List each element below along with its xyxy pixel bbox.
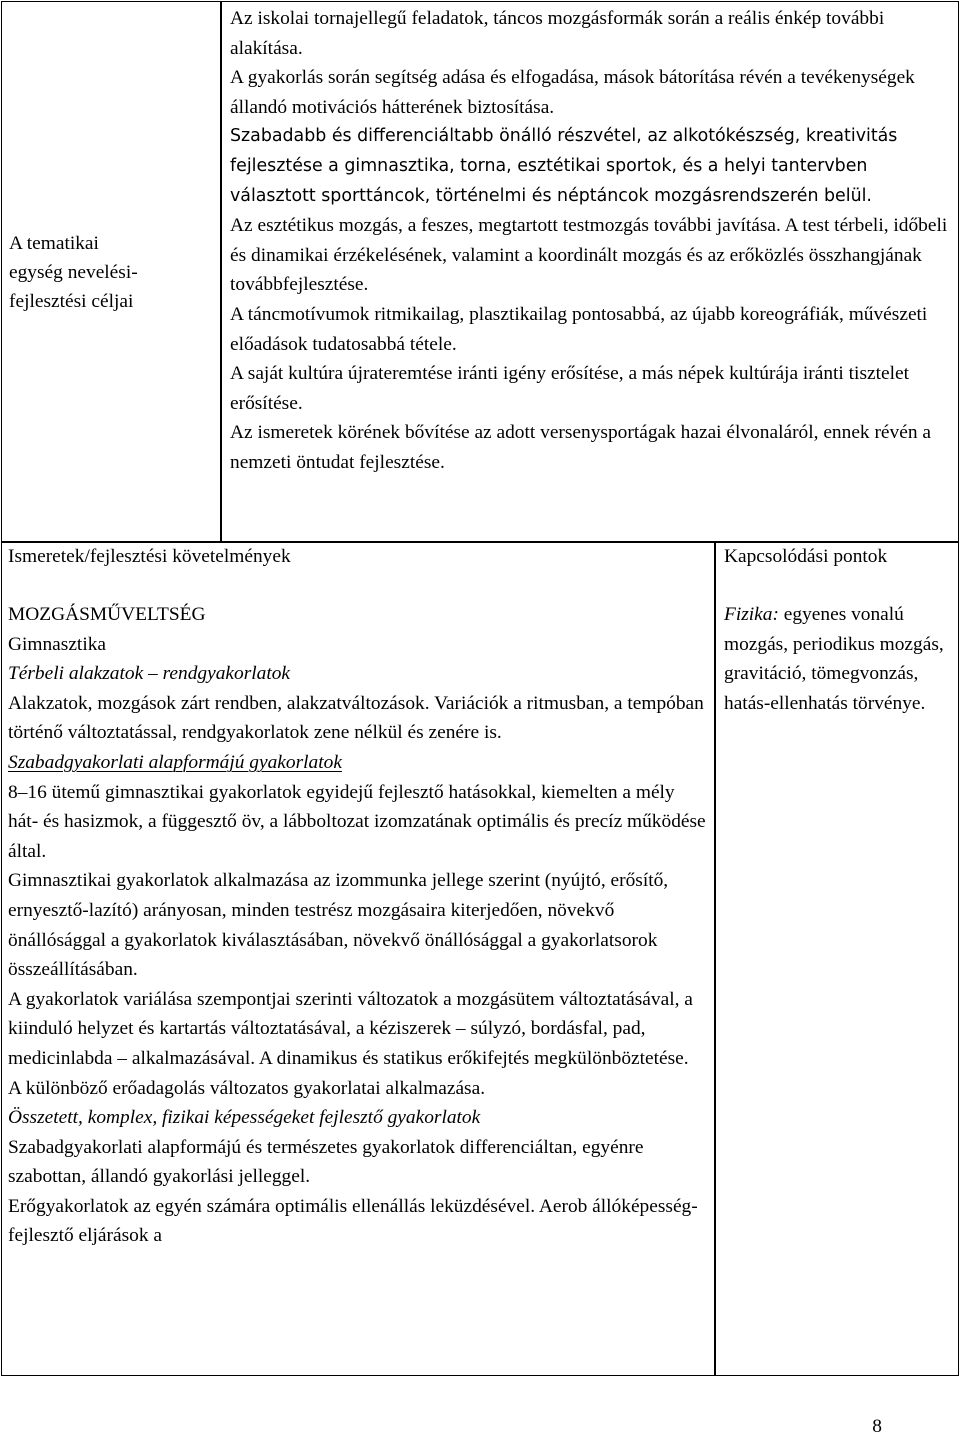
goals-label-line: A tematikai	[9, 232, 99, 254]
goals-label-line: egység nevelési-	[9, 261, 138, 283]
goals-label-line: fejlesztési céljai	[9, 290, 134, 312]
requirement-paragraph: Alakzatok, mozgások zárt rendben, alakzatváltozások. Variációk a ritmusban, a tempóban történő változtatással, rendgyakorlatok zene nélkül és zenére is.	[8, 692, 704, 744]
requirement-paragraph: A gyakorlatok variálása szempontjai szerinti változatok a mozgásütem változtatásával, a kiinduló helyzet és kartartás változtatásával, a kéziszerek – súlyzó, bordásfal, pad, medicinlabda – alkalmazásával. A dinamikus és statikus erőkifejtés megkülönböztetése.	[8, 988, 693, 1069]
links-header: Kapcsolódási pontok	[724, 546, 888, 567]
links-body-cell	[715, 600, 960, 1375]
requirement-paragraph: Szabadgyakorlati alapformájú és természetes gyakorlatok differenciáltan, egyénre szabottan, állandó gyakorlási jelleggel.	[8, 1136, 644, 1188]
goals-text-cell	[221, 2, 960, 542]
goals-label	[9, 229, 138, 316]
links-header-cell	[715, 542, 960, 600]
requirement-paragraph: Erőgyakorlatok az egyén számára optimális ellenállás leküzdésével. Aerob állóképesség-fejlesztő eljárások a	[8, 1195, 698, 1247]
links-text: egyenes vonalú mozgás, periodikus mozgás, gravitáció, tömegvonzás, hatás-ellenhatás törvénye.	[724, 604, 944, 714]
page-number: 8	[872, 1416, 882, 1437]
topic-heading: Térbeli alakzatok – rendgyakorlatok	[8, 663, 291, 685]
requirement-paragraph: 8–16 ütemű gimnasztikai gyakorlatok egyidejű fejlesztő hatásokkal, kiemelten a mély hát- és hasizmok, a függesztő öv, a lábboltozat izomzatának optimális és precíz működése által.	[8, 781, 706, 862]
curriculum-table	[1, 1, 959, 1376]
section-title: MOZGÁSMŰVELTSÉG	[8, 604, 206, 625]
goal-paragraph: A gyakorlás során segítség adása és elfogadása, mások bátorítása révén a tevékenységek állandó motivációs hátterének biztosítása.	[230, 67, 915, 118]
goal-paragraph: Az iskolai tornajellegű feladatok, táncos mozgásformák során a reális énkép további alakítása.	[230, 8, 885, 59]
goals-label-cell	[2, 2, 221, 542]
requirement-paragraph: Gimnasztikai gyakorlatok alkalmazása az izommunka jellege szerint (nyújtó, erősítő, ernyesztő-lazító) arányosan, minden testrész mozgásaira kiterjedően, növekvő önállósággal a gyakorlatok kiválasztásában, növekvő önállósággal a gyakorlatsorok összeállításában.	[8, 870, 669, 981]
topic-heading: Szabadgyakorlati alapformájú gyakorlatok	[8, 751, 342, 773]
requirement-paragraph: A különböző erőadagolás változatos gyakorlatai alkalmazása.	[8, 1077, 486, 1099]
links-subject: Fizika:	[724, 604, 779, 625]
subsection-title: Gimnasztika	[8, 633, 107, 655]
goal-paragraph: Szabadabb és differenciáltabb önálló részvétel, az alkotókészség, kreativitás fejlesztése a gimnasztika, torna, esztétikai sportok, és a helyi tantervben választott sporttáncok, történelmi és néptáncok mozgásrendszerén belül.	[230, 126, 898, 206]
topic-heading: Összetett, komplex, fizikai képességeket fejlesztő gyakorlatok	[8, 1107, 481, 1129]
goal-paragraph: A táncmotívumok ritmikailag, plasztikailag pontosabbá, az újabb koreográfiák, művészeti előadások tudatosabbá tétele.	[230, 303, 928, 355]
goal-paragraph: Az esztétikus mozgás, a feszes, megtartott testmozgás további javítása. A test térbeli, időbeli és dinamikai érzékelésének, valamint a koordinált mozgás és az erőközlés összhangjának továbbfejlesztése.	[230, 215, 948, 296]
requirements-header: Ismeretek/fejlesztési követelmények	[8, 546, 291, 567]
links-paragraph	[724, 600, 951, 718]
requirements-header-cell	[2, 542, 715, 600]
requirements-body-cell	[2, 600, 715, 1375]
goal-paragraph: Az ismeretek körének bővítése az adott versenysportágak hazai élvonaláról, ennek révén a nemzeti öntudat fejlesztése.	[230, 422, 931, 473]
goal-paragraph: A saját kultúra újrateremtése iránti igény erősítése, a más népek kultúrája iránti tisztelet erősítése.	[230, 363, 909, 414]
